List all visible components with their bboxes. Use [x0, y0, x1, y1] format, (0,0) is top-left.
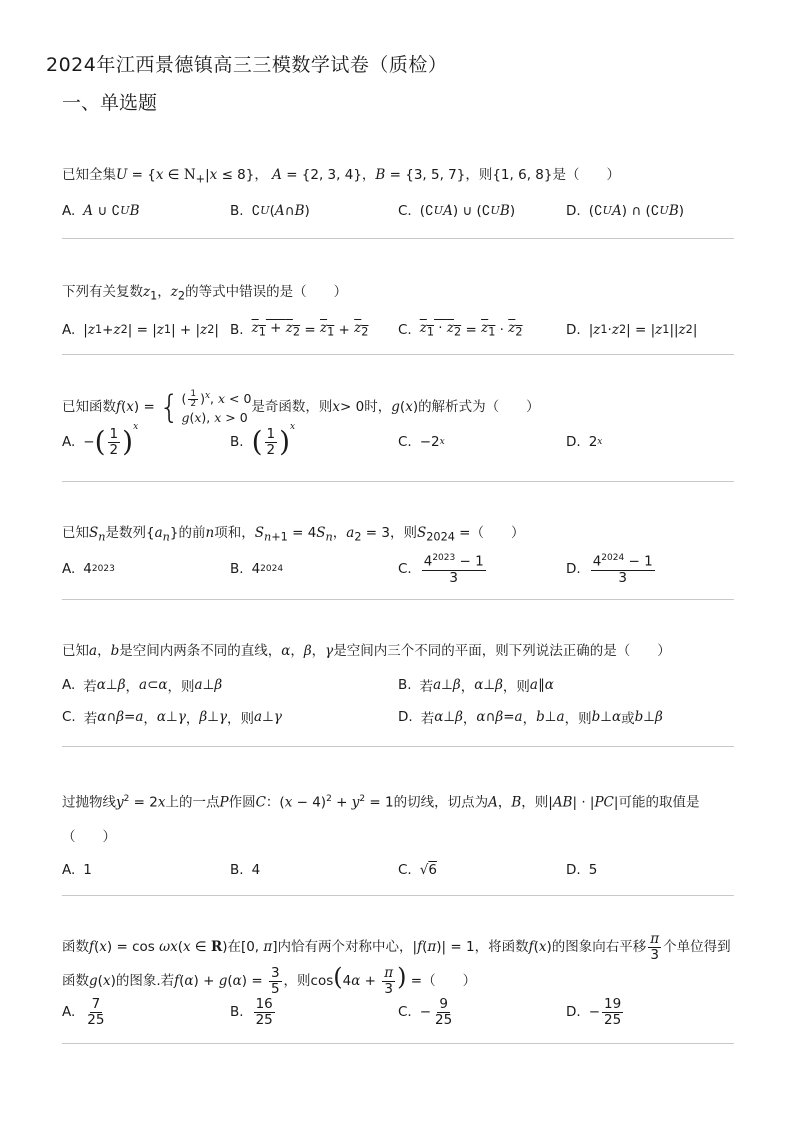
- option-b[interactable]: B. $z_1 + z_2$ = $z_1$ + $z_2$: [230, 320, 369, 340]
- question-stem: 已知a，b是空间内两条不同的直线，α，β，γ是空间内三个不同的平面，则下列说法正确的是（ ）: [62, 643, 671, 659]
- option-d[interactable]: D. − $\frac{19}{25}$: [566, 995, 622, 1028]
- option-c[interactable]: C. $z_1 \cdot z_2$ = $z_1$ · $z_2$: [398, 320, 523, 340]
- question-3: [62, 388, 734, 462]
- option-b[interactable]: B. ( $\frac{1}{2}$ ) $^x$: [230, 422, 296, 459]
- option-d[interactable]: D. 5: [566, 861, 598, 878]
- option-a[interactable]: A. $\frac{7}{25}$: [62, 995, 105, 1028]
- option-c[interactable]: C. −2 x: [398, 434, 445, 451]
- question-2: [62, 281, 734, 360]
- divider: [62, 238, 734, 239]
- option-d[interactable]: D. (∁ U A ) ∩ (∁ U B ): [566, 202, 685, 219]
- option-d[interactable]: D. $\frac{4^{2024} - 1}{3}$: [566, 553, 653, 586]
- option-a[interactable]: A. − ( $\frac{1}{2}$ ) $^x$: [62, 422, 139, 459]
- divider: [62, 354, 734, 355]
- question-1: [62, 164, 734, 243]
- option-c[interactable]: C. 若 α ∩ β = a ， α ⊥ γ ， β ⊥ γ ，则 a ⊥ γ: [62, 709, 282, 727]
- divider: [62, 599, 734, 600]
- page-title: 2024年江西景德镇高三三模数学试卷（质检）: [46, 54, 448, 76]
- option-d[interactable]: D. 若 α ⊥ β ， α ∩ β = a ， b ⊥ a ，则 b ⊥ α 或 b ⊥ β: [398, 709, 663, 727]
- question-stem: 已知全集U = {x ∈ $N_+|x \le 8$}， A = {2, 3, 4}，B = {3, 5, 7}，则{1, 6, 8}是（ ）: [62, 167, 620, 186]
- question-5: [62, 640, 734, 737]
- option-b[interactable]: B. 4: [230, 861, 261, 878]
- option-b[interactable]: B. 若 a ⊥ β ， α ⊥ β ，则 a ∥ α: [398, 677, 554, 695]
- option-a[interactable]: A. 1: [62, 861, 92, 878]
- option-c[interactable]: C. − $\frac{9}{25}$: [398, 995, 453, 1028]
- question-stem: 函数f(x) = cos ωx(x ∈ R)在[0, π]内恰有两个对称中心，|f(π)| = 1，将函数f(x)的图象向右平移 $\frac{\pi}{3}$ 个单位得到函数g(x)的图象.若f(α) + g(α) = $\frac{3}{5}$ ，则cos(4α + $\frac{\pi}{3}$ ) =（ ）: [62, 930, 731, 997]
- divider: [62, 746, 734, 747]
- option-a[interactable]: A. | z 1 + z 2 | = | z 1 | + | z 2 |: [62, 321, 219, 338]
- section-heading: 一、单选题: [62, 92, 158, 114]
- question-4: [62, 522, 734, 589]
- option-b[interactable]: B. 4 2024: [230, 560, 284, 577]
- option-a[interactable]: A. 4 2023: [62, 560, 115, 577]
- question-7: [62, 930, 734, 1032]
- option-c[interactable]: C. $\frac{4^{2023} - 1}{3}$: [398, 553, 484, 586]
- divider: [62, 481, 734, 482]
- option-a[interactable]: A. A ∪ ∁ U B: [62, 202, 140, 219]
- question-stem: 已知$S_n$是数列$\{a_n\}$的前n项和，$S_{n+1} = 4S_n$，$a_2 = 3$，则$S_{2024}$ =（ ）: [62, 525, 525, 544]
- question-6: [62, 782, 734, 890]
- question-stem: 过抛物线$y^2 = 2x$上的一点P作圆C：$(x - 4)^2 + y^2 = 1$的切线，切点为A，B，则|AB| · |PC|可能的取值是（ ）: [62, 794, 700, 845]
- divider: [62, 1043, 734, 1044]
- option-d[interactable]: D. 2 x: [566, 434, 603, 451]
- question-stem: 下列有关复数$z_1$，$z_2$的等式中错误的是（ ）: [62, 284, 348, 303]
- option-c[interactable]: C. (∁ U A ) ∪ (∁ U B ): [398, 202, 516, 219]
- option-d[interactable]: D. | z 1 · z 2 | = | z 1 || z 2 |: [566, 321, 698, 338]
- option-a[interactable]: A. 若 α ⊥ β ， a ⊂ α ，则 a ⊥ β: [62, 677, 223, 695]
- option-b[interactable]: B. $\frac{16}{25}$: [230, 995, 273, 1028]
- option-c[interactable]: C. √ 6: [398, 861, 437, 878]
- option-b[interactable]: B. ∁ U ( A ∩ B ): [230, 202, 310, 219]
- question-stem: 已知函数 f ( x ) = { ( $\frac{1}{2}$ )$^x$, x < 0 g(x), x > 0 是奇函数，则 x > 0时， g ( x )的解析式为（ ）: [62, 388, 540, 427]
- divider: [62, 895, 734, 896]
